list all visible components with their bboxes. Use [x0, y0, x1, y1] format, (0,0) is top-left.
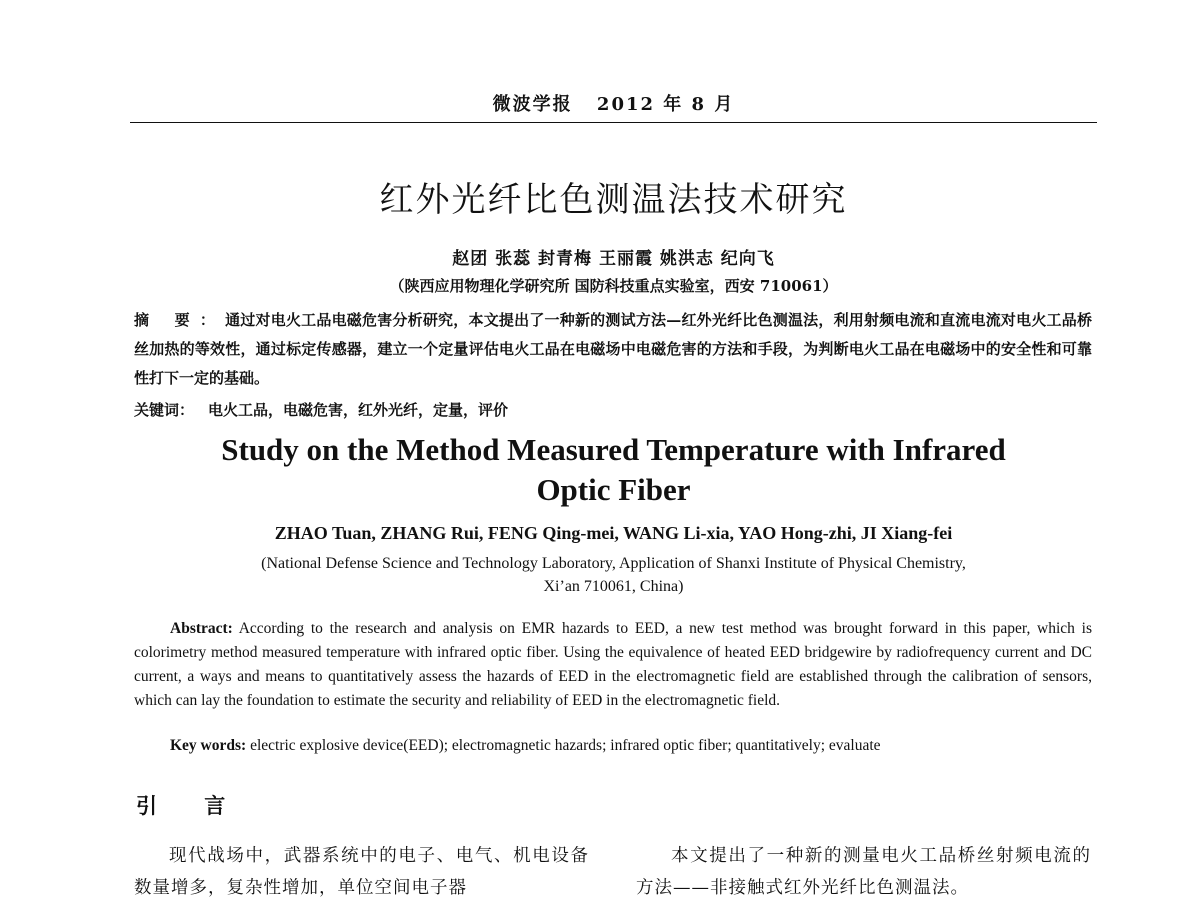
- chinese-title: 红外光纤比色测温法技术研究: [379, 180, 848, 220]
- journal-name: 微波学报: [492, 94, 573, 115]
- english-abstract: [134, 617, 1092, 713]
- chinese-keywords: [134, 399, 1092, 420]
- chinese-authors: 赵团 张蕊 封青梅 王丽霞 姚洪志 纪向飞: [452, 249, 775, 269]
- chinese-affiliation: （陕西应用物理化学研究所 国防科技重点实验室，西安 710061）: [389, 277, 838, 295]
- chinese-keywords-label: 关键词：: [134, 401, 195, 419]
- english-authors: ZHAO Tuan, ZHANG Rui, FENG Qing-mei, WANG Li-xia, YAO Hong-zhi, JI Xiang-fei: [274, 523, 953, 543]
- body-column-right: 本文提出了一种新的测量电火工品桥丝射频电流的方法——非接触式红外光纤比色测温法。: [636, 846, 1091, 898]
- chinese-abstract-label: 摘 要：: [134, 311, 226, 329]
- chinese-abstract: [134, 306, 1092, 393]
- english-keywords: [170, 737, 1092, 755]
- english-affiliation-line-2: Xi’an 710061, China): [543, 578, 684, 595]
- english-keywords-label: Key words:: [170, 737, 247, 754]
- chinese-abstract-text: 通过对电火工品电磁危害分析研究，本文提出了一种新的测试方法—红外光纤比色测温法，利用射频电流和直流电流对电火工品桥丝加热的等效性，通过标定传感器，建立一个定量评估电火工品在电磁场中电磁危害的方法和手段，为判断电火工品在电磁场中的安全性和可靠性打下一定的基础。: [134, 311, 1092, 387]
- english-title: [130, 430, 1097, 510]
- body-column-left: 现代战场中，武器系统中的电子、电气、机电设备数量增多，复杂性增加，单位空间电子器: [134, 846, 589, 898]
- english-title-line-2: Optic Fiber: [536, 472, 691, 507]
- english-title-line-1: Study on the Method Measured Temperature with Infrared: [221, 432, 1006, 467]
- english-abstract-label: Abstract:: [170, 620, 233, 637]
- running-header: [130, 90, 1097, 123]
- english-affiliation: [200, 552, 1027, 598]
- english-affiliation-line-1: (National Defense Science and Technology Laboratory, Application of Shanxi Institute of Physical Chemistry,: [261, 555, 966, 572]
- english-abstract-text: According to the research and analysis on EMR hazards to EED, a new test method was brought forward in this paper, which is colorimetry method measured temperature with infrared optic fiber. Using the equivalence of heated EED bridgewire by radiofrequency current and DC current, a ways and means to quantitatively assess the hazards of EED in the electromagnetic field are established through the calibration of sensors, which can lay the foundation to estimate the security and reliability of EED in the electromagnetic field.: [134, 620, 1092, 709]
- section-heading-introduction: 引 言: [136, 794, 246, 818]
- issue-date: 2012 年 8 月: [596, 94, 735, 115]
- chinese-keywords-text: 电火工品，电磁危害，红外光纤，定量，评价: [208, 401, 509, 419]
- english-keywords-text: electric explosive device(EED); electromagnetic hazards; infrared optic fiber; quantitatively; evaluate: [246, 737, 881, 754]
